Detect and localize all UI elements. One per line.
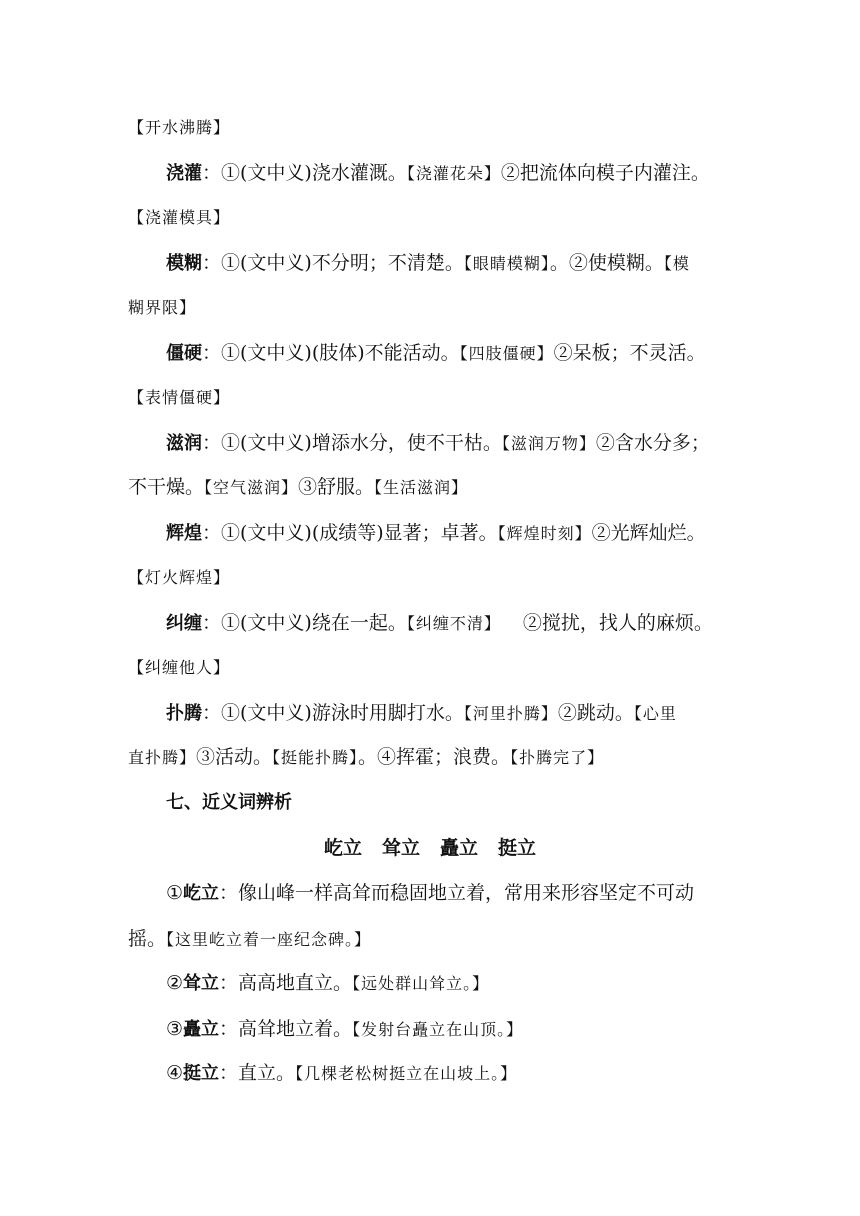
synonym-entry-chuli: ③矗立：高耸地立着。【发射台矗立在山顶。】 — [166, 1018, 524, 1040]
definition: ：像山峰一样高耸而稳固地立着，常用来形容坚定不可动 — [219, 882, 695, 904]
synonym-entry-continuation: 摇。【这里屹立着一座纪念碑。】 — [128, 928, 372, 950]
entry-example: 【开水沸腾】 — [128, 118, 231, 137]
example: 【辉煌时刻】 — [497, 524, 592, 543]
term: 浇灌 — [166, 163, 202, 184]
definition: ：①(文中义)绕在一起。 — [202, 612, 407, 634]
definition: ：①(文中义)(肢体)不能活动。 — [202, 342, 460, 364]
entry-example: 【表情僵硬】 — [128, 388, 231, 407]
definition: ②光辉灿烂。 — [591, 522, 706, 544]
term: 扑腾 — [166, 703, 202, 724]
example: 【眼睛模糊】 — [463, 254, 550, 273]
entry-puteng — [166, 698, 776, 729]
term: 模糊 — [166, 253, 202, 274]
example: 【心里 — [633, 704, 677, 723]
example: 【滋润万物】 — [501, 434, 596, 453]
entry-example: 【纠缠他人】 — [128, 658, 231, 677]
definition: ：高耸地立着。 — [219, 1018, 353, 1040]
definition: ：①(文中义)游泳时用脚打水。 — [202, 702, 464, 724]
entry-jiuchan — [166, 608, 776, 639]
synonym-word: 挺立 — [498, 837, 537, 859]
synonym-entry-yili: ①屹立：像山峰一样高耸而稳固地立着，常用来形容坚定不可动 — [166, 882, 695, 904]
example: 【河里扑腾】 — [463, 704, 558, 723]
example: 直扑腾】 — [128, 748, 197, 767]
definition: ②搅扰，找人的麻烦。 — [522, 612, 713, 634]
definition: ②跳动。 — [557, 702, 634, 724]
entry-example: 【灯火辉煌】 — [128, 568, 231, 587]
example: 【生活滋润】 — [374, 478, 469, 497]
entry-zirun — [166, 428, 776, 459]
example: 【浇灌花朵】 — [406, 164, 501, 183]
example: 【扑腾完了】 — [510, 748, 605, 767]
term: 僵硬 — [166, 343, 202, 364]
example: 【几棵老松树挺立在山坡上。】 — [295, 1064, 518, 1083]
term: 矗立 — [183, 1019, 220, 1040]
definition: ：高高地直立。 — [219, 972, 353, 994]
term: 滋润 — [166, 433, 202, 454]
entry-example: 【浇灌模具】 — [128, 208, 231, 227]
term: 纠缠 — [166, 613, 202, 634]
example: 【纠缠不清】 — [406, 614, 501, 633]
synonym-group-title — [0, 833, 860, 863]
example: 【空气滋润】 — [204, 478, 299, 497]
definition: 。②使模糊。 — [549, 252, 664, 274]
entry-continuation: 不干燥。【空气滋润】③舒服。【生活滋润】 — [128, 476, 469, 498]
definition: ②含水分多； — [595, 432, 710, 454]
term: 屹立 — [183, 883, 220, 904]
entry-jiaoguan — [166, 158, 776, 189]
example: 【发射台矗立在山顶。】 — [352, 1020, 524, 1039]
synonym-word: 矗立 — [440, 837, 479, 859]
definition: ：直立。 — [219, 1062, 296, 1084]
synonym-word: 屹立 — [323, 837, 362, 859]
entry-continuation: 直扑腾】③活动。【挺能扑腾】。④挥霍；浪费。【扑腾完了】 — [128, 746, 605, 768]
definition: ②把流体向模子内灌注。 — [500, 162, 710, 184]
definition: ②呆板；不灵活。 — [553, 342, 706, 364]
definition: ：①(文中义)增添水分，使不干枯。 — [202, 432, 502, 454]
term: 辉煌 — [166, 523, 202, 544]
entry-jiangying — [166, 338, 776, 369]
synonym-word: 耸立 — [381, 837, 420, 859]
definition: ：①(文中义)浇水灌溉。 — [202, 162, 407, 184]
synonym-entry-songli: ②耸立：高高地直立。【远处群山耸立。】 — [166, 972, 490, 994]
definition: ：①(文中义)(成绩等)显著；卓著。 — [202, 522, 498, 544]
example: 【模 — [663, 254, 690, 273]
definition: ：①(文中义)不分明；不清楚。 — [202, 252, 464, 274]
entry-example: 糊界限】 — [128, 298, 197, 317]
section-heading: 七、近义词辨析 — [166, 792, 292, 813]
example: 【远处群山耸立。】 — [352, 974, 490, 993]
example: 【这里屹立着一座纪念碑。】 — [166, 930, 372, 949]
example: 【挺能扑腾】 — [272, 748, 359, 767]
synonym-entry-tingli: ④挺立：直立。【几棵老松树挺立在山坡上。】 — [166, 1062, 518, 1084]
example: 【四肢僵硬】 — [459, 344, 554, 363]
term: 挺立 — [183, 1063, 220, 1084]
term: 耸立 — [183, 973, 220, 994]
entry-mohu — [166, 248, 776, 279]
entry-huihuang — [166, 518, 776, 549]
